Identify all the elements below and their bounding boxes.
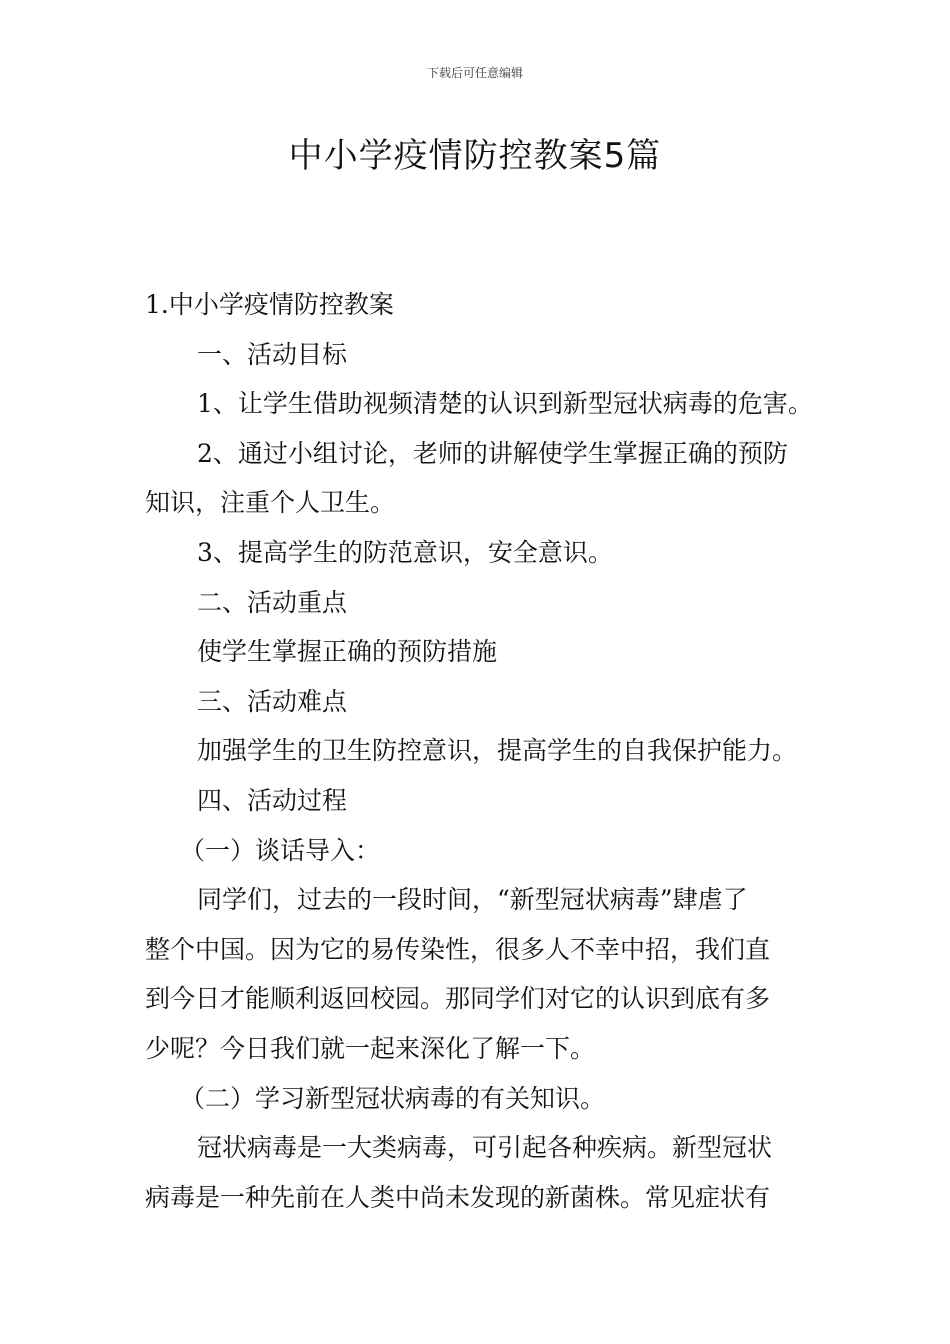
learn-heading: （二）学习新型冠状病毒的有关知识。 [180, 1083, 606, 1113]
learn-line-1: 冠状病毒是一大类病毒，可引起各种疾病。新型冠状 [197, 1133, 773, 1163]
difficulty-heading: 三、活动难点 [197, 686, 348, 716]
section-heading: 1.中小学疫情防控教案 [145, 290, 394, 319]
intro-heading: （一）谈话导入： [180, 835, 381, 865]
goal-item-2-line-1: 2、通过小组讨论，老师的讲解使学生掌握正确的预防 [197, 438, 788, 468]
intro-line-4: 少呢？今日我们就一起来深化了解一下。 [145, 1033, 596, 1063]
intro-line-2: 整个中国。因为它的易传染性，很多人不幸中招，我们直 [145, 934, 771, 964]
intro-line-1: 同学们，过去的一段时间，“新型冠状病毒”肆虐了 [197, 885, 748, 915]
goal-item-1: 1、让学生借助视频清楚的认识到新型冠状病毒的危害。 [197, 389, 813, 419]
document-body [145, 280, 813, 1222]
goal-heading: 一、活动目标 [197, 339, 348, 369]
document-title: 中小学疫情防控教案5篇 [288, 136, 662, 176]
difficulty-text: 加强学生的卫生防控意识，提高学生的自我保护能力。 [197, 736, 798, 766]
header-note: 下载后可任意编辑 [426, 66, 523, 80]
goal-item-3: 3、提高学生的防范意识，安全意识。 [197, 537, 613, 567]
learn-line-2: 病毒是一种先前在人类中尚未发现的新菌株。常见症状有 [145, 1182, 771, 1212]
focus-text: 使学生掌握正确的预防措施 [197, 637, 498, 667]
process-heading: 四、活动过程 [197, 785, 348, 815]
goal-item-2-line-2: 知识，注重个人卫生。 [145, 488, 396, 518]
intro-line-3: 到今日才能顺利返回校园。那同学们对它的认识到底有多 [145, 984, 771, 1014]
focus-heading: 二、活动重点 [197, 587, 348, 617]
